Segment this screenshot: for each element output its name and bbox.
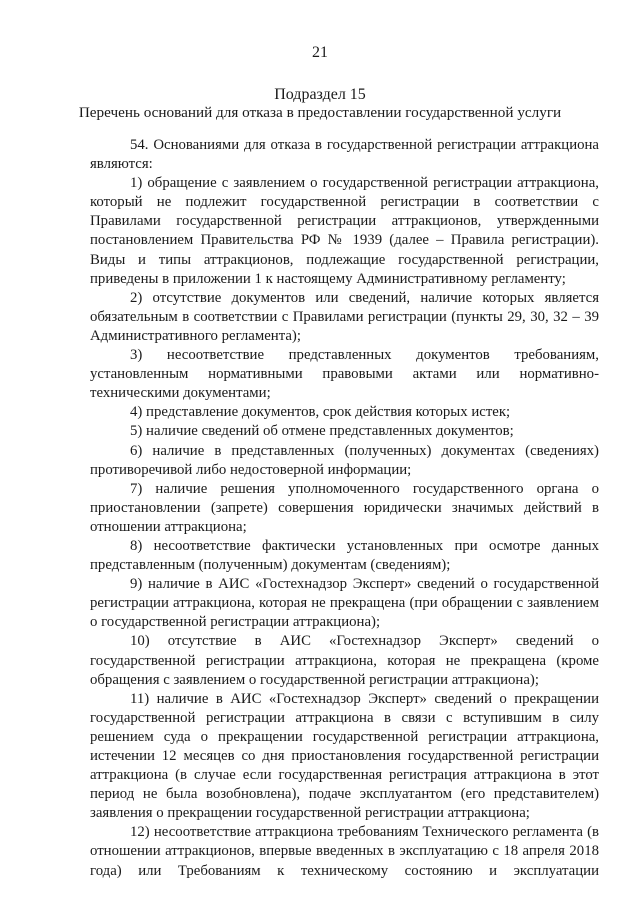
list-item-10: 10) отсутствие в АИС «Гостехнадзор Эксперт» сведений о государственной регистрации аттракциона, которая не прекращена (кроме обращения с заявлением о государственной регистрации аттракциона); [90, 633, 599, 688]
list-item-1: 1) обращение с заявлением о государственной регистрации аттракциона, который не подлежит государственной регистрации в соответствии с Правилами государственной регистрации аттракционов, утвержденными постановлением Правительства РФ № 1939 (далее – Правила регистрации). Виды и типы аттракционов, подлежащие государственной регистрации, приведены в приложении 1 к настоящему Административному регламенту; [90, 175, 599, 287]
body-text [90, 136, 599, 881]
list-item-3: 3) несоответствие представленных документов требованиям, установленным нормативными правовыми актами или нормативно-техническими документами; [90, 347, 599, 402]
list-item-9: 9) наличие в АИС «Гостехнадзор Эксперт» сведений о государственной регистрации аттракциона, которая не прекращена (при обращении с заявлением о государственной регистрации аттракциона); [90, 576, 599, 631]
list-item-7: 7) наличие решения уполномоченного государственного органа о приостановлении (запрете) совершения юридически значимых действий в отношении аттракциона; [90, 480, 599, 535]
page-number: 21 [312, 44, 328, 61]
list-item-4: 4) представление документов, срок действия которых истек; [130, 404, 511, 421]
subsection-heading: Подраздел 15 [274, 86, 366, 103]
list-item-8: 8) несоответствие фактически установленных при осмотре данных представленным (полученным) документам (сведениям); [90, 537, 599, 574]
list-item-6: 6) наличие в представленных (полученных) документах (сведениях) противоречивой либо недостоверной информации; [90, 442, 599, 478]
list-item-2: 2) отсутствие документов или сведений, наличие которых является обязательным в соответствии с Правилами регистрации (пункты 29, 30, 32 – 39 Административного регламента); [90, 289, 599, 344]
list-item-11: 11) наличие в АИС «Гостехнадзор Эксперт» сведений о прекращении государственной регистрации аттракциона в связи с вступившим в силу решением суда о прекращении государственной регистрации аттракциона, истечении 12 месяцев со дня приостановления государственной регистрации аттракциона (в случае если государственная регистрация аттракциона в этот период не была возобновлена), подаче эксплуатантом (его представителем) заявления о прекращении государственной регистрации аттракциона; [90, 690, 599, 822]
section-title: Перечень оснований для отказа в предоставлении государственной услуги [78, 104, 562, 121]
list-item-12: 12) несоответствие аттракциона требованиям Технического регламента (в отношении аттракционов, впервые введенных в эксплуатацию с 18 апреля 2018 года) или Требованиям к техническому состоянию и эксплуатации [90, 824, 599, 879]
paragraph-54: 54. Основаниями для отказа в государственной регистрации аттракциона являются: [90, 137, 599, 173]
list-item-5: 5) наличие сведений об отмене представленных документов; [130, 423, 514, 440]
